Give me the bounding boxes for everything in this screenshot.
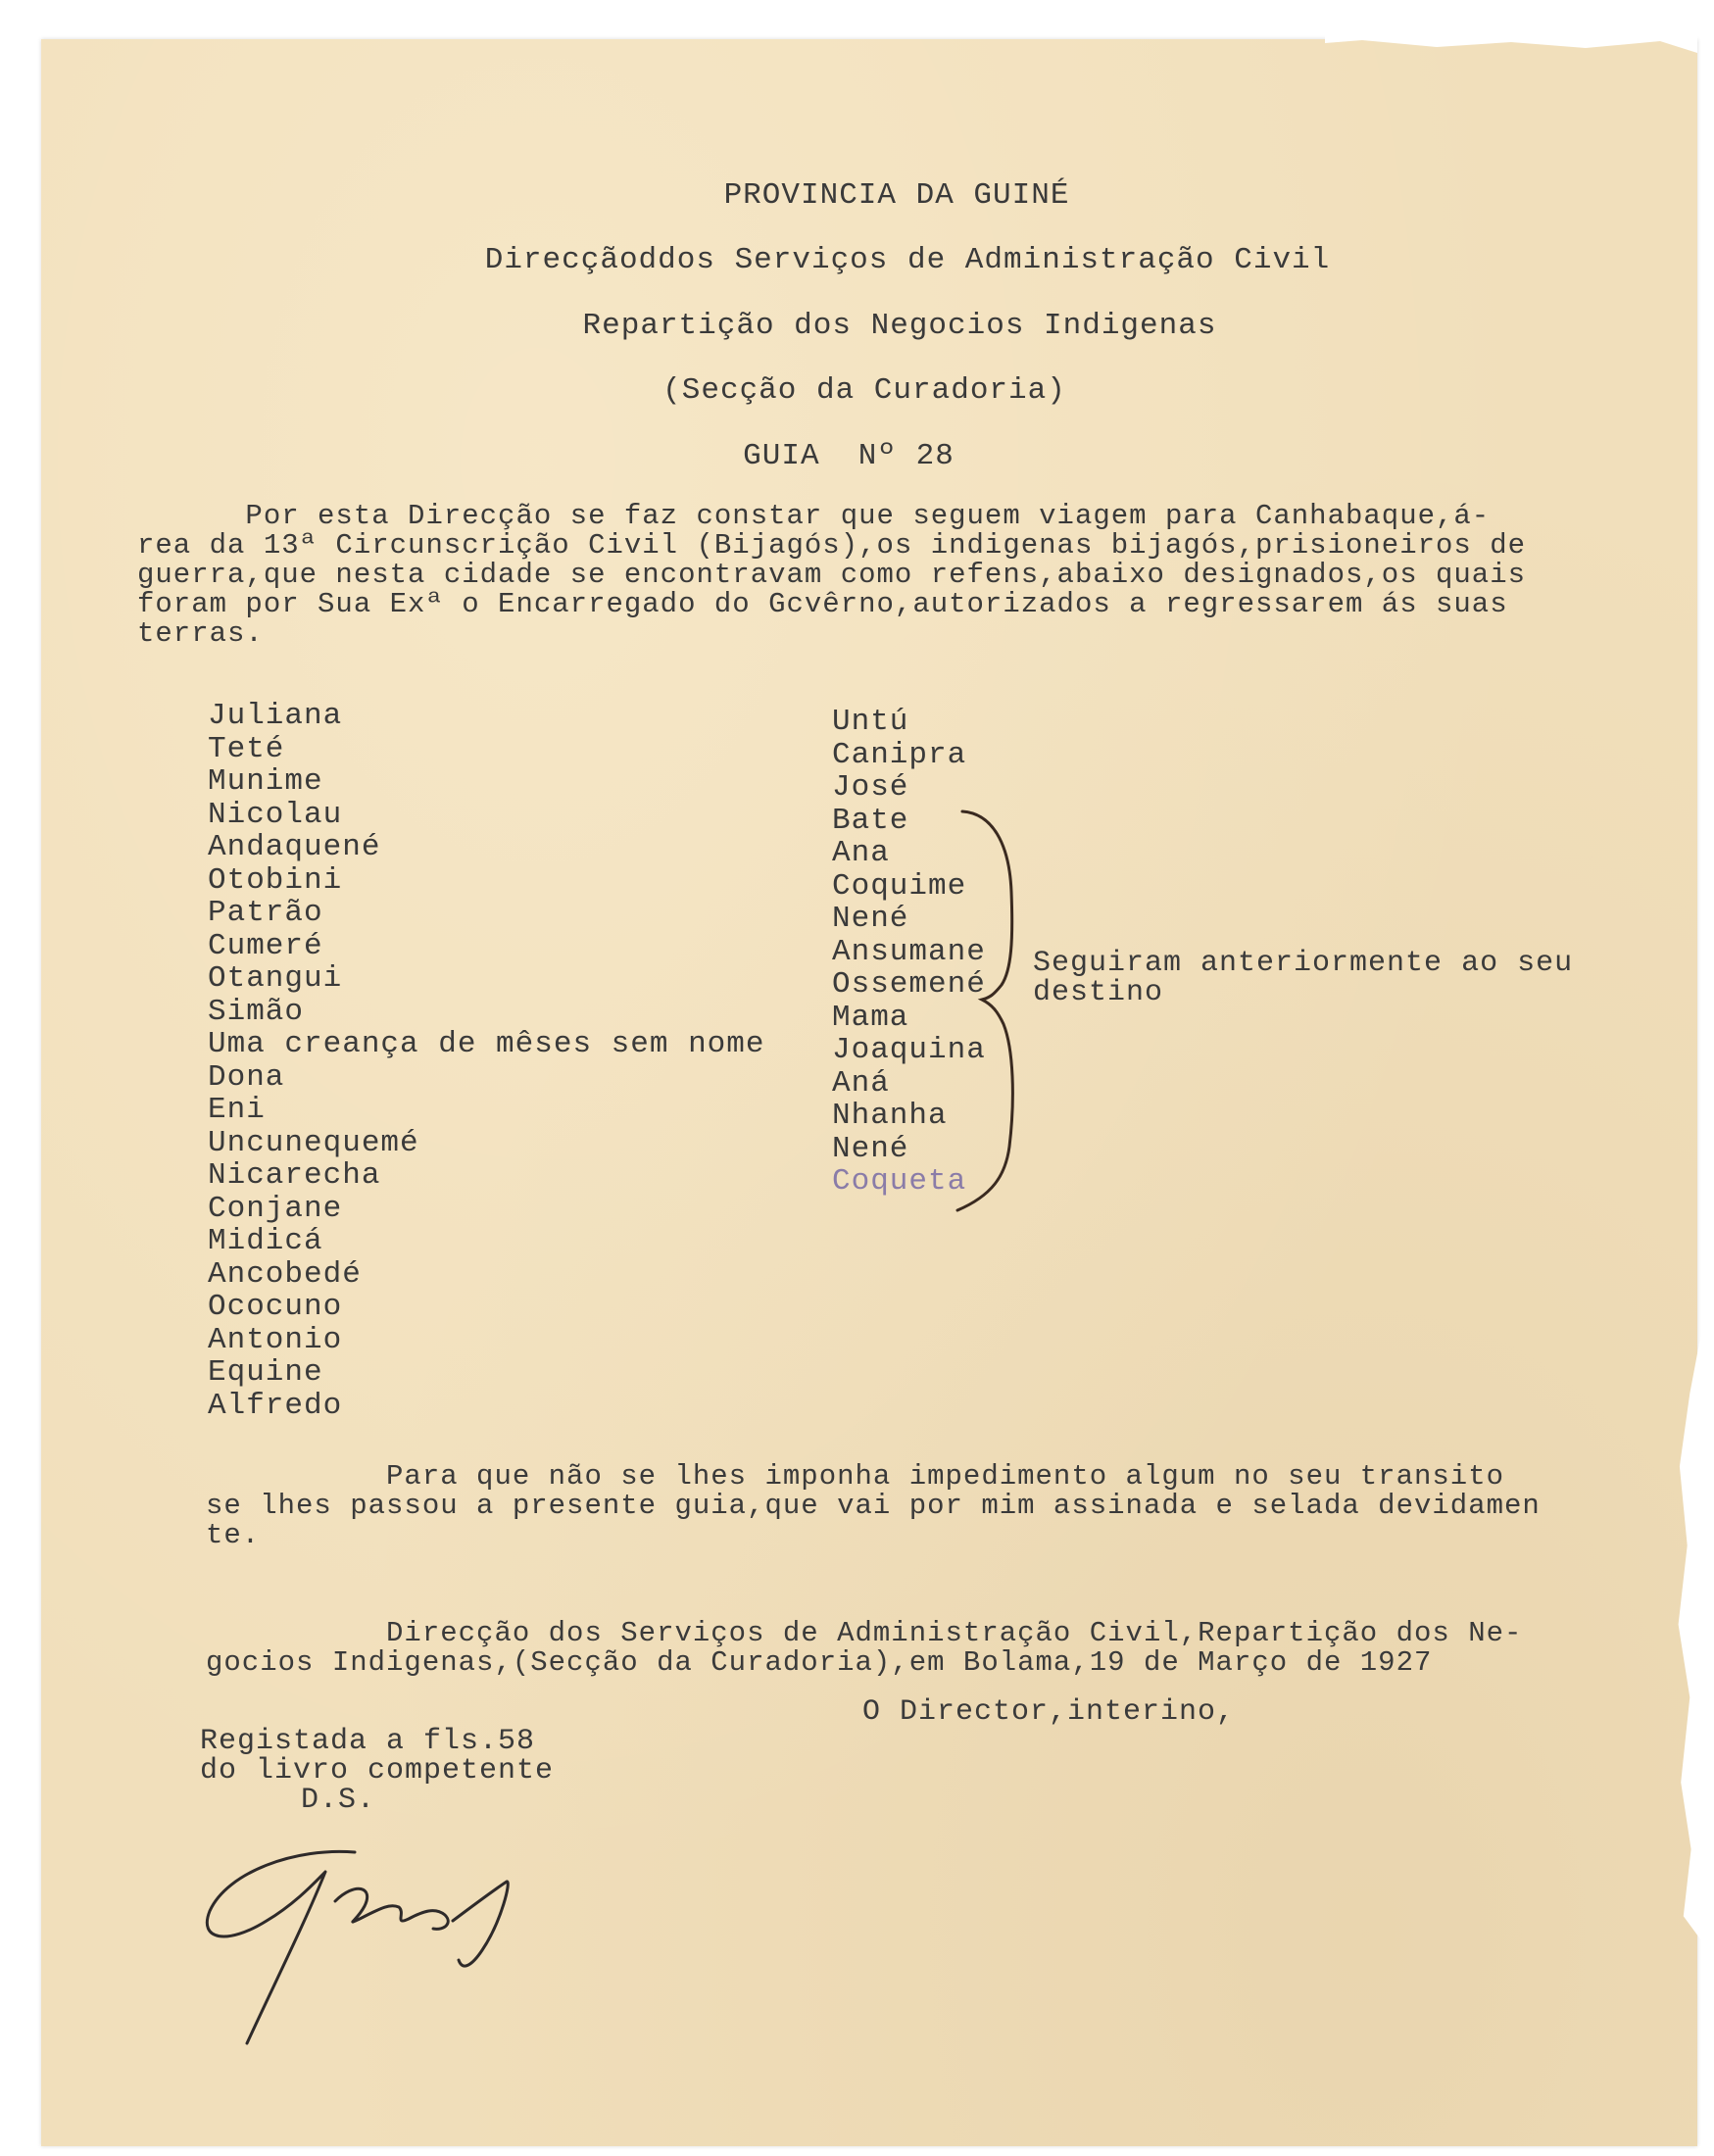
list-item: Aná: [832, 1065, 890, 1101]
list-item: Nené: [832, 902, 909, 936]
bracket-note-line: Seguiram anteriormente ao seu: [1033, 947, 1574, 980]
closing-line: se lhes passou a presente guia,que vai por mim assinada e selada devidamen: [206, 1490, 1541, 1522]
registry-line: Registada a fls.58: [200, 1725, 536, 1758]
list-item: Equine: [208, 1355, 323, 1390]
list-item: Ancobedé: [208, 1256, 362, 1292]
list-item: Otangui: [208, 961, 343, 996]
list-item: Munime: [208, 764, 323, 799]
list-item: Untú: [832, 705, 909, 739]
signatory-title: O Director,interino,: [862, 1695, 1236, 1729]
list-item: Ossemené: [832, 967, 986, 1002]
intro-line: guerra,que nesta cidade se encontravam como refens,abaixo designados,os quais: [137, 559, 1527, 591]
closing-line: Para que não se lhes imponha impedimento algum no seu transito: [206, 1460, 1505, 1493]
header-direction: Direcçãoddos Serviços de Administração Civil: [484, 243, 1331, 277]
list-item: Ana: [832, 836, 890, 870]
closing-line: te.: [206, 1519, 261, 1551]
list-item: Simão: [208, 994, 305, 1029]
list-item: Nicarecha: [208, 1158, 381, 1193]
bracket-note-line: destino: [1033, 976, 1164, 1009]
guide-number: GUIA Nº 28: [743, 439, 955, 473]
list-item: Midicá: [208, 1224, 323, 1258]
list-item: Joaquina: [832, 1033, 986, 1067]
list-item: Uma creança de mêses sem nome: [208, 1027, 765, 1061]
header-province: PROVINCIA DA GUINÉ: [723, 178, 1070, 213]
list-item: Nhanha: [832, 1099, 948, 1133]
intro-line: foram por Sua Exª o Encarregado do Gcvêrno,autorizados a regressarem ás suas: [137, 588, 1508, 620]
handwritten-signature: [188, 1813, 600, 2068]
list-item: Nené: [832, 1131, 909, 1166]
list-item: Ansumane: [832, 934, 986, 969]
list-item: Eni: [208, 1093, 266, 1127]
header-section: (Secção da Curadoria): [662, 373, 1066, 408]
list-item: Conjane: [208, 1191, 343, 1226]
list-item: Nicolau: [208, 797, 343, 832]
place-date-line: gocios Indigenas,(Secção da Curadoria),em Bolama,19 de Março de 1927: [206, 1646, 1433, 1679]
list-item: Alfredo: [208, 1388, 343, 1423]
document-page: [41, 39, 1697, 2146]
place-date-line: Direcção dos Serviços de Administração Civil,Repartição dos Ne-: [206, 1617, 1523, 1649]
list-item: Patrão: [208, 896, 323, 930]
registry-line: D.S.: [301, 1784, 376, 1817]
list-item-added: Coqueta: [832, 1164, 967, 1199]
list-item: Canipra: [832, 737, 967, 772]
intro-line: terras.: [137, 617, 264, 650]
intro-line: Por esta Direcção se faz constar que seguem viagem para Canhabaque,á-: [137, 500, 1491, 532]
names-list-left: [208, 700, 765, 1422]
list-item: José: [832, 770, 909, 805]
torn-edge-top: [1325, 33, 1697, 53]
registry-line: do livro competente: [200, 1754, 555, 1788]
list-item: Dona: [208, 1059, 285, 1095]
list-item: Andaquené: [208, 830, 381, 864]
list-item: Juliana: [208, 699, 343, 733]
list-item: Otobini: [208, 862, 343, 898]
header-department: Repartição dos Negocios Indigenas: [582, 309, 1217, 343]
list-item: Uncunequemé: [208, 1125, 419, 1160]
list-item: Bate: [832, 803, 909, 838]
list-item: Mama: [832, 1000, 909, 1035]
list-item: Cumeré: [208, 928, 323, 963]
list-item: Ococuno: [208, 1290, 343, 1324]
list-item: Antonio: [208, 1322, 343, 1357]
list-item: Coquime: [832, 868, 967, 904]
intro-line: rea da 13ª Circunscrição Civil (Bijagós),os indigenas bijagós,prisioneiros de: [137, 529, 1527, 562]
list-item: Teté: [208, 731, 285, 766]
torn-edge-right: [1676, 1333, 1701, 1940]
bracket-mark: [953, 804, 1031, 1215]
